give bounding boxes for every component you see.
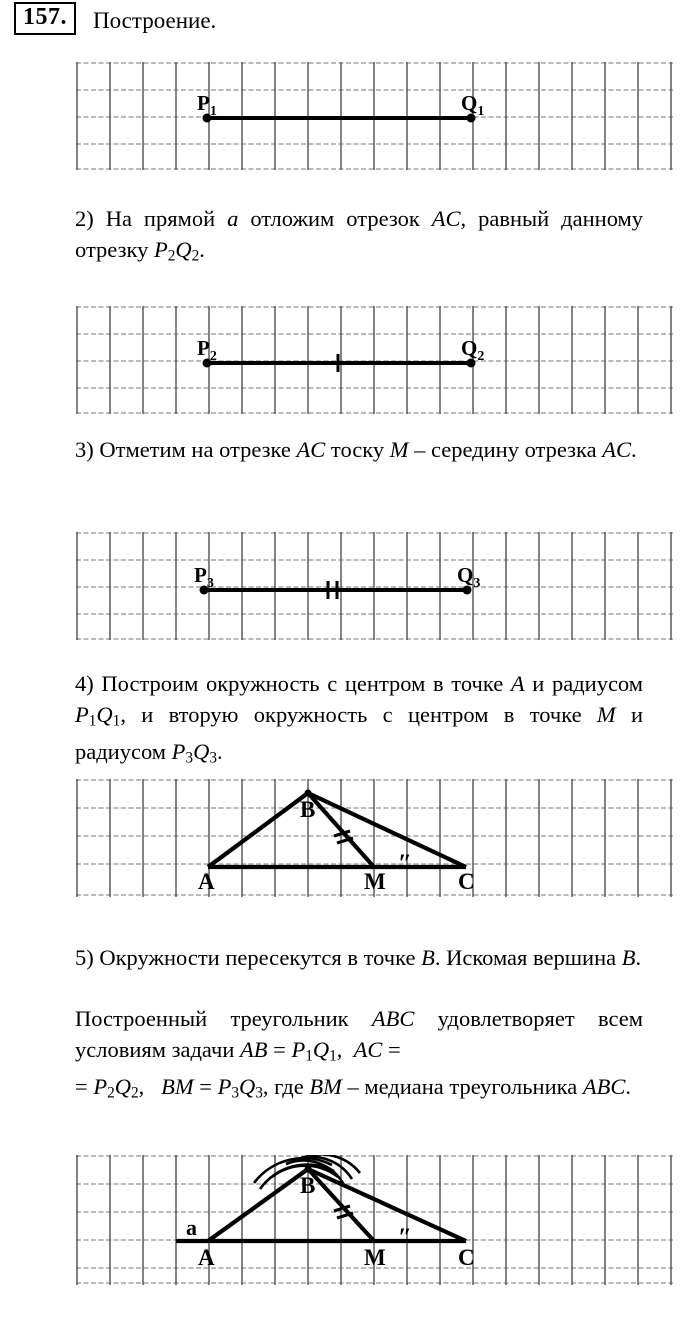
step-2-text [75, 203, 643, 271]
page-title: Построение. [93, 8, 217, 33]
label-p3: $P_3$ [194, 563, 214, 591]
figure-3-svg [76, 532, 673, 640]
label-segment-tick: ″ [398, 1224, 412, 1251]
step-5-content: 5) Окружности пересекутся в точке B. Искомая вершина B. [75, 945, 642, 970]
label-line-a: a [186, 1215, 197, 1240]
label-a: A [198, 1245, 215, 1270]
label-q3: $Q_3$ [457, 563, 481, 591]
conclusion-content: Построенный треугольник ABC удовлетворяет всем условиям задачи AB = $P_1Q_1$, AC = = $P_2Q_2$, BM = $P_3Q_3$, где BM – медиана треугольника ABC. [75, 1006, 643, 1102]
step-5-text [75, 942, 643, 973]
label-m: M [364, 1245, 386, 1270]
step-4-text [75, 668, 643, 774]
label-p1: $P_1$ [197, 91, 217, 119]
label-b: B [300, 797, 316, 822]
figure-triangle-abc [76, 779, 673, 897]
label-c: C [458, 1245, 475, 1270]
conclusion-text [75, 1003, 643, 1109]
figure-segment-p3q3 [76, 532, 673, 640]
step-3-content: 3) Отметим на отрезке AC тоску M – середину отрезка AC. [75, 437, 637, 462]
label-a: A [198, 869, 215, 894]
figure-segment-p2q2 [76, 306, 673, 414]
label-segment-tick: ″ [398, 850, 412, 877]
label-p2: $P_2$ [197, 336, 217, 364]
figure-segment-p1q1 [76, 62, 673, 170]
figure-4-svg [76, 779, 673, 897]
figure-2-svg [76, 306, 673, 414]
page-header [14, 2, 216, 36]
figure-1-svg [76, 62, 673, 170]
label-q1: $Q_1$ [461, 91, 485, 119]
label-c: C [458, 869, 475, 894]
label-m: M [364, 869, 386, 894]
step-3-text [75, 434, 643, 465]
step-4-content: 4) Построим окружность с центром в точке A и радиусом $P_1Q_1$, и вторую окружность с центром в точке M и радиусом $P_3Q_3$. [75, 671, 643, 767]
step-2-content: 2) На прямой a отложим отрезок AC, равный данному отрезку $P_2Q_2$. [75, 206, 643, 265]
figure-triangle-with-arcs [76, 1155, 673, 1285]
exercise-number-box: 157. [14, 2, 76, 35]
label-q2: $Q_2$ [461, 336, 485, 364]
figure-5-svg [76, 1155, 673, 1285]
label-b: B [300, 1173, 316, 1198]
point-b [305, 1166, 312, 1173]
point-b [305, 790, 312, 797]
